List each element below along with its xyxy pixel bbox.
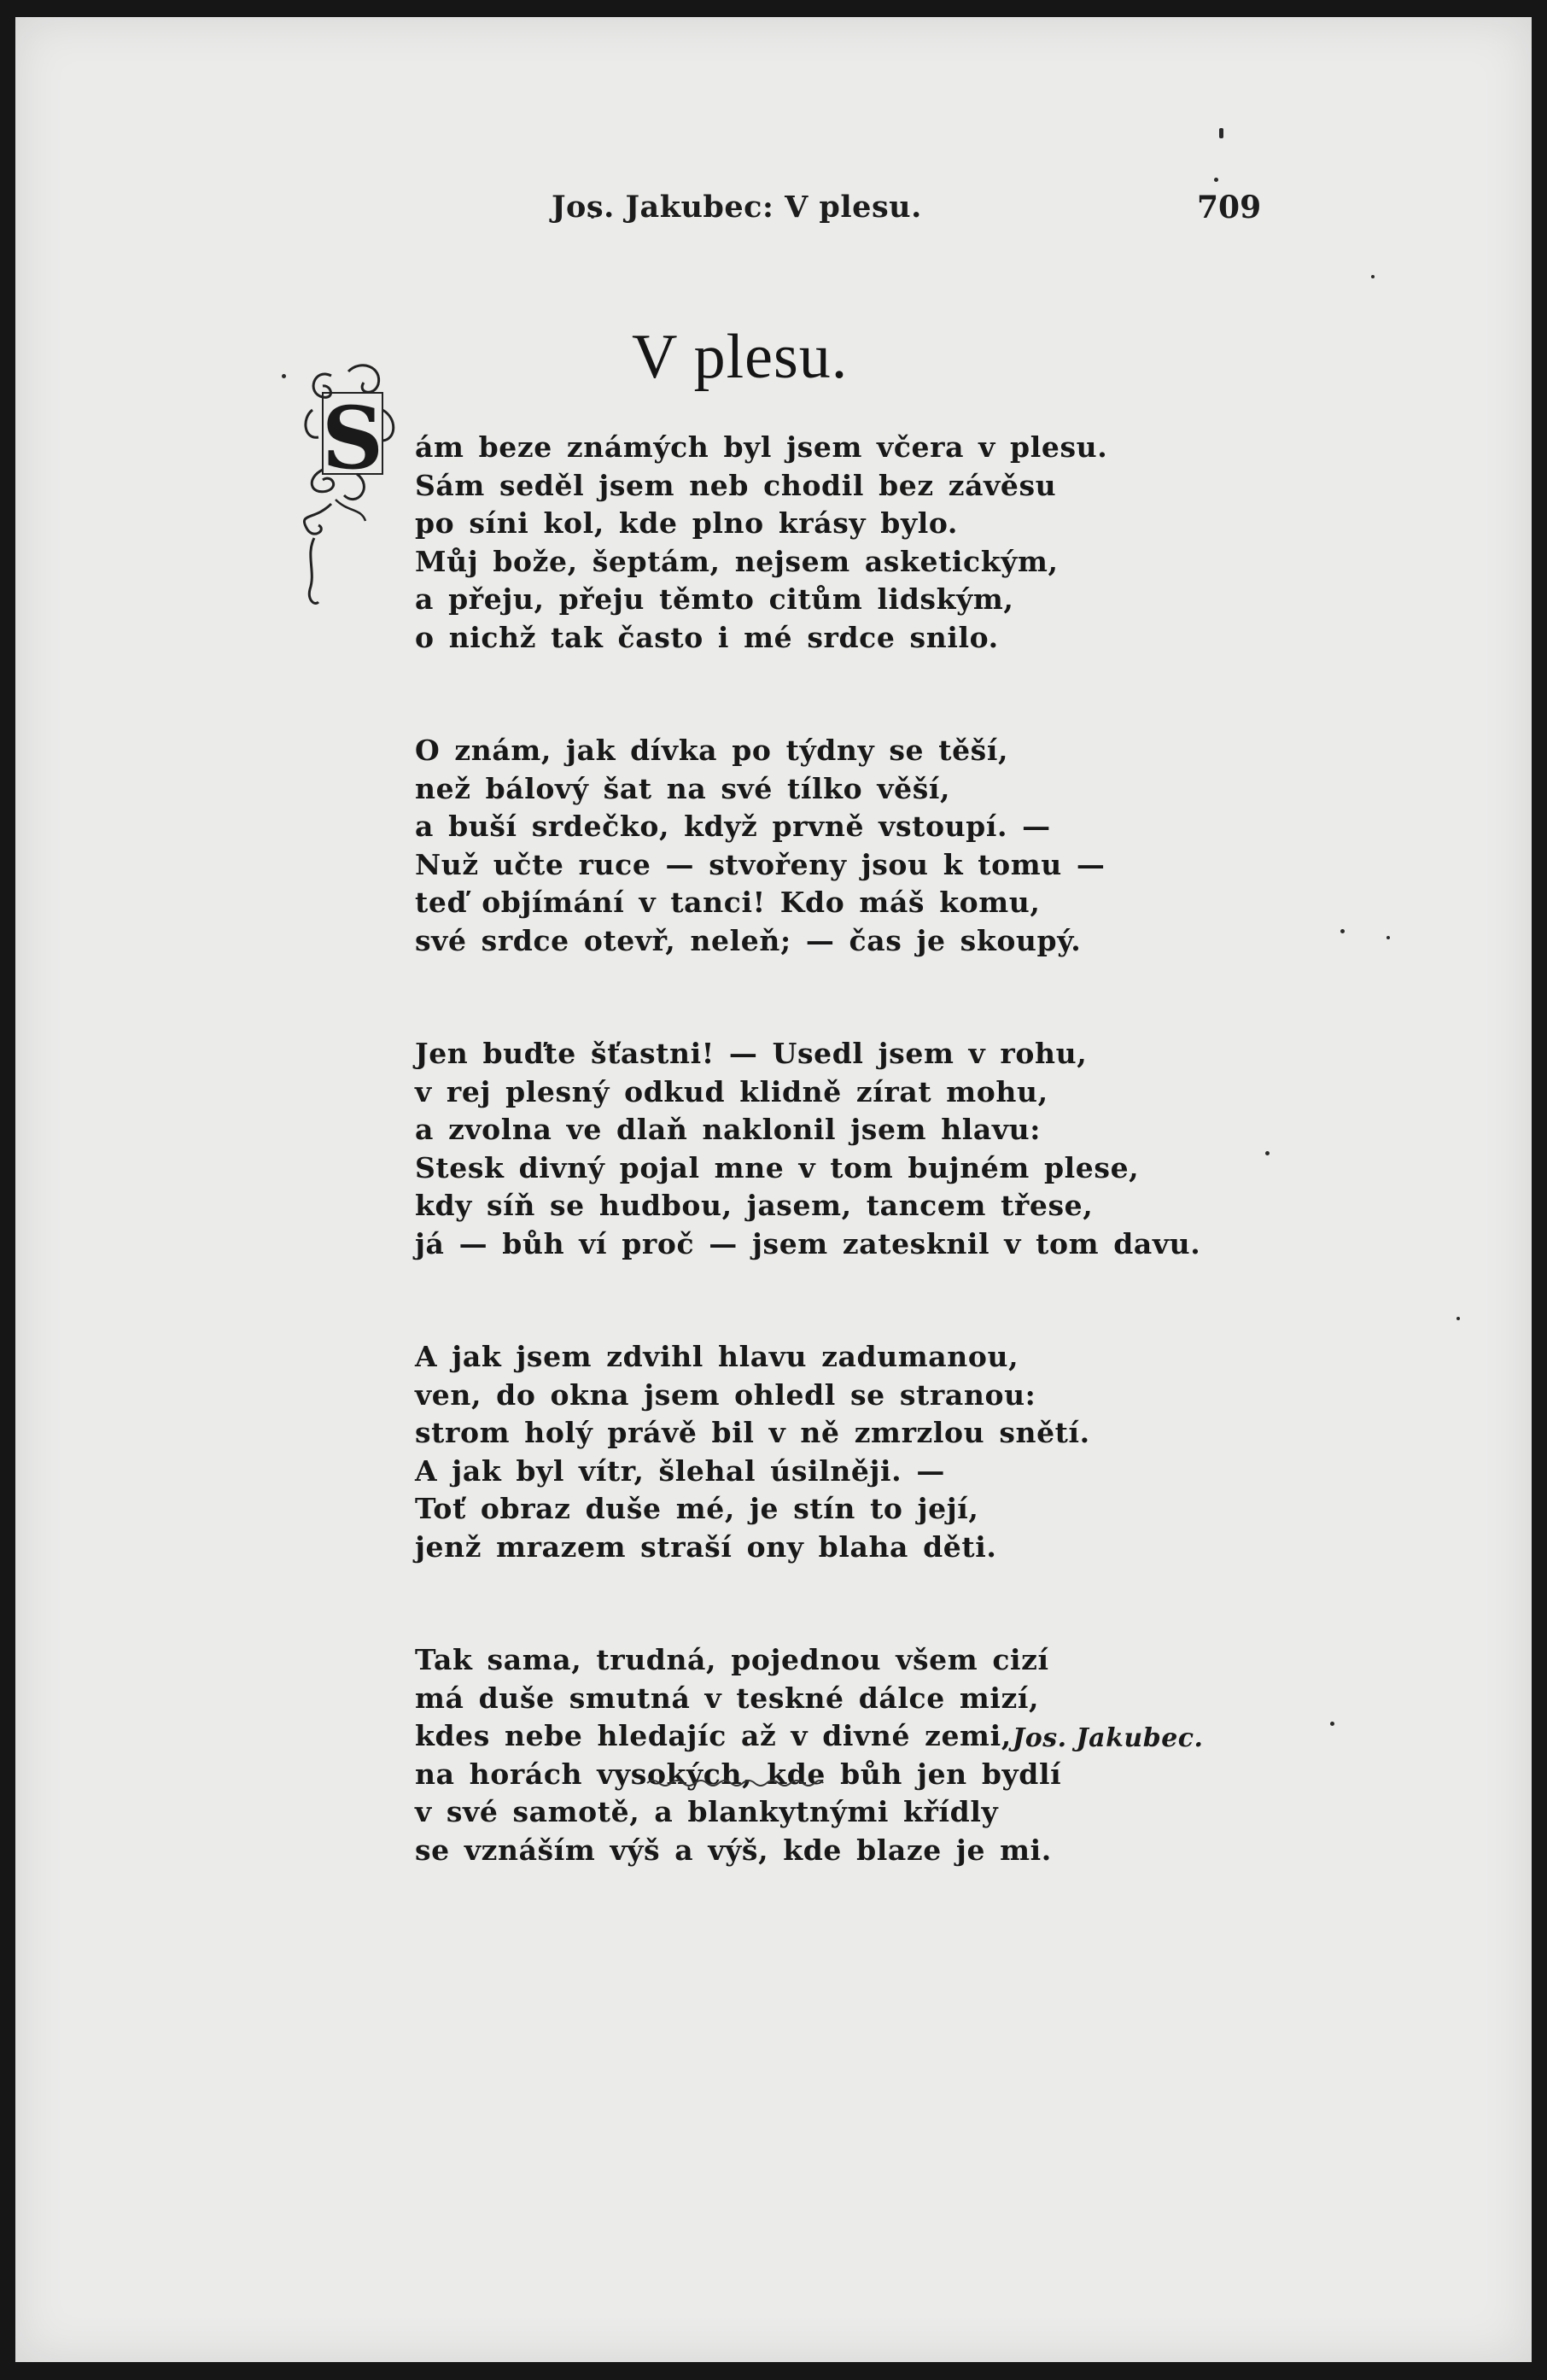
poem-line: strom holý právě bil v ně zmrzlou snětí. [415,1416,1090,1449]
author-signature: Jos. Jakubec. [1013,1723,1204,1753]
poem-line: A jak jsem zdvihl hlavu zadumanou, [415,1340,1019,1373]
poem-line: na horách vysokých, kde bůh jen bydlí [415,1757,1062,1791]
print-speck [1371,275,1375,278]
page-number: 709 [1197,190,1262,225]
dropcap-letter: S [321,388,384,488]
stanza [415,1641,1269,1869]
ornate-dropcap-icon [297,359,405,615]
wavy-ornament-icon [645,1776,825,1795]
poem-line: Můj bože, šeptám, nejsem asketickým, [415,544,1059,578]
poem-line: v rej plesný odkud klidně zírat mohu, [415,1074,1048,1108]
poem-line: v své samotě, a blankytnými křídly [415,1795,999,1828]
print-speck [1457,1317,1460,1320]
poem-line: ám beze známých byl jsem včera v plesu. [415,430,1108,464]
poem-line: a přeju, přeju těmto citům lidským, [415,582,1014,616]
print-speck [1219,128,1223,138]
poem-line: Stesk divný pojal mne v tom bujném plese, [415,1150,1140,1184]
print-speck [1330,1722,1334,1726]
poem-line: O znám, jak dívka po týdny se těší, [415,734,1009,767]
poem-title: V plesu. [632,322,849,392]
poem-line: Jen buďte šťastni! — Usedl jsem v rohu, [415,1037,1088,1070]
poem-line: po síni kol, kde plno krásy bylo. [415,506,959,540]
stanza [415,1035,1269,1263]
poem-line: A jak byl vítr, šlehal úsilněji. — [415,1453,945,1488]
poem-line: Toť obraz duše mé, je stín to její, [415,1492,979,1525]
poem-line: jenž mrazem straší ony blaha děti. [415,1529,997,1564]
poem-line: kdy síň se hudbou, jasem, tancem třese, [415,1189,1094,1222]
print-speck [282,374,286,378]
poem-line: Nuž učte ruce — stvořeny jsou k tomu — [415,847,1106,881]
poem-line: o nichž tak často i mé srdce snilo. [415,620,999,654]
running-head: Jos. Jakubec: V plesu. [552,190,922,225]
poem-line: teď objímání v tanci! Kdo máš komu, [415,886,1041,919]
stanza [415,732,1269,960]
poem-line: já — bůh ví proč — jsem zatesknil v tom davu. [415,1226,1201,1260]
poem-line: a zvolna ve dlaň naklonil jsem hlavu: [415,1113,1042,1146]
poem-line: Tak sama, trudná, pojednou všem cizí [415,1643,1049,1676]
stanza [415,429,1269,657]
poem-line: má duše smutná v teskné dálce mizí, [415,1681,1040,1715]
poem-line: ven, do okna jsem ohledl se stranou: [415,1377,1036,1412]
poem-line: své srdce otevř, neleň; — čas je skoupý. [415,923,1082,957]
poem-body [415,429,1269,1869]
poem-line: než bálový šat na své tílko věší, [415,771,951,805]
poem-line: kdes nebe hledajíc až v divné zemi, [415,1719,1012,1752]
stanza [415,1338,1269,1566]
print-speck [1214,178,1218,182]
poem-line: Sám seděl jsem neb chodil bez závěsu [415,468,1057,502]
poem-line: se vznáším výš a výš, kde blaze je mi. [415,1833,1052,1867]
print-speck [1340,929,1345,933]
print-speck [1386,936,1390,939]
poem-line: a buší srdečko, když prvně vstoupí. — [415,810,1051,843]
